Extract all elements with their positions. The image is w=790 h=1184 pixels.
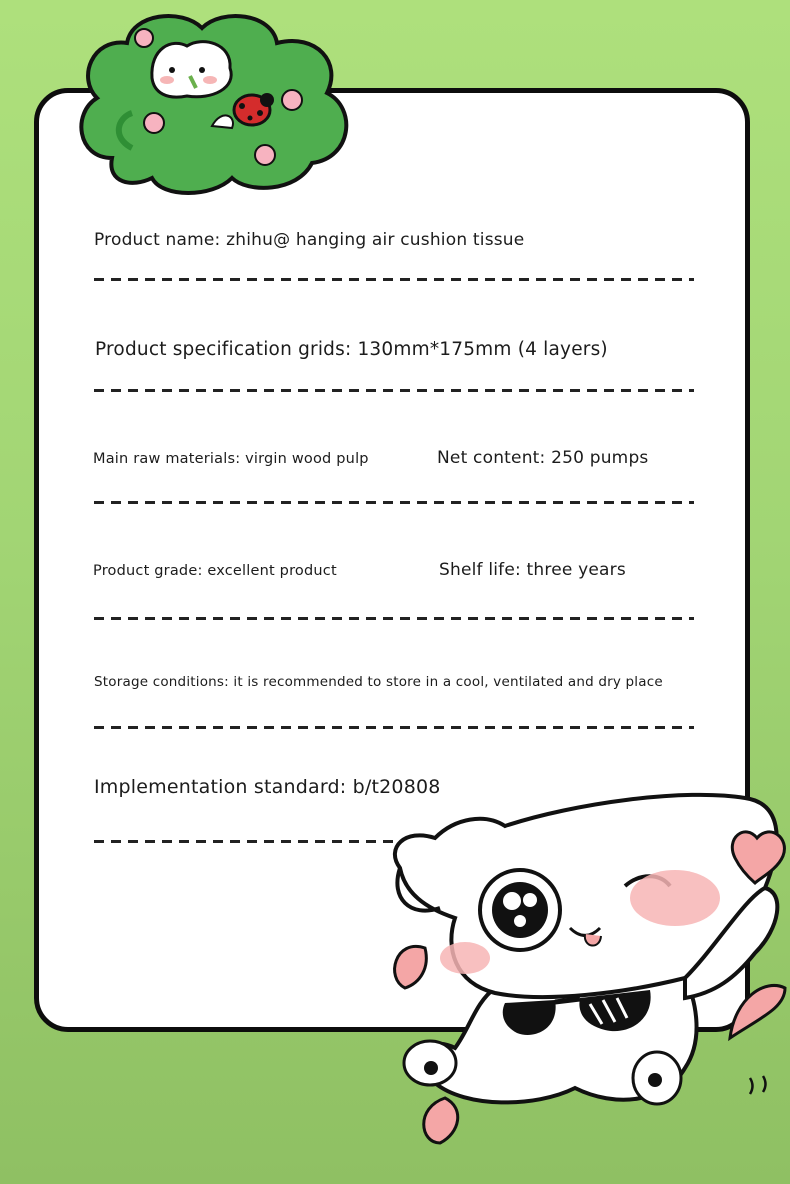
divider-line bbox=[94, 726, 694, 729]
divider-line bbox=[94, 617, 694, 620]
product-name-text: Product name: zhihu@ hanging air cushion tissue bbox=[94, 230, 525, 250]
specification-text: Product specification grids: 130mm*175mm (4 layers) bbox=[95, 339, 608, 360]
divider-line bbox=[94, 389, 694, 392]
shelf-life-text: Shelf life: three years bbox=[439, 560, 626, 580]
divider-line bbox=[94, 501, 694, 504]
cat-face-icon bbox=[152, 42, 231, 97]
bush-illustration bbox=[72, 8, 362, 198]
product-grade-text: Product grade: excellent product bbox=[93, 563, 337, 579]
puppy-illustration bbox=[385, 778, 790, 1150]
divider-line bbox=[94, 278, 694, 281]
net-content-text: Net content: 250 pumps bbox=[437, 448, 649, 468]
implementation-standard-text: Implementation standard: b/t20808 bbox=[94, 776, 441, 798]
raw-materials-text: Main raw materials: virgin wood pulp bbox=[93, 451, 369, 467]
storage-conditions-text: Storage conditions: it is recommended to store in a cool, ventilated and dry place bbox=[94, 674, 663, 690]
